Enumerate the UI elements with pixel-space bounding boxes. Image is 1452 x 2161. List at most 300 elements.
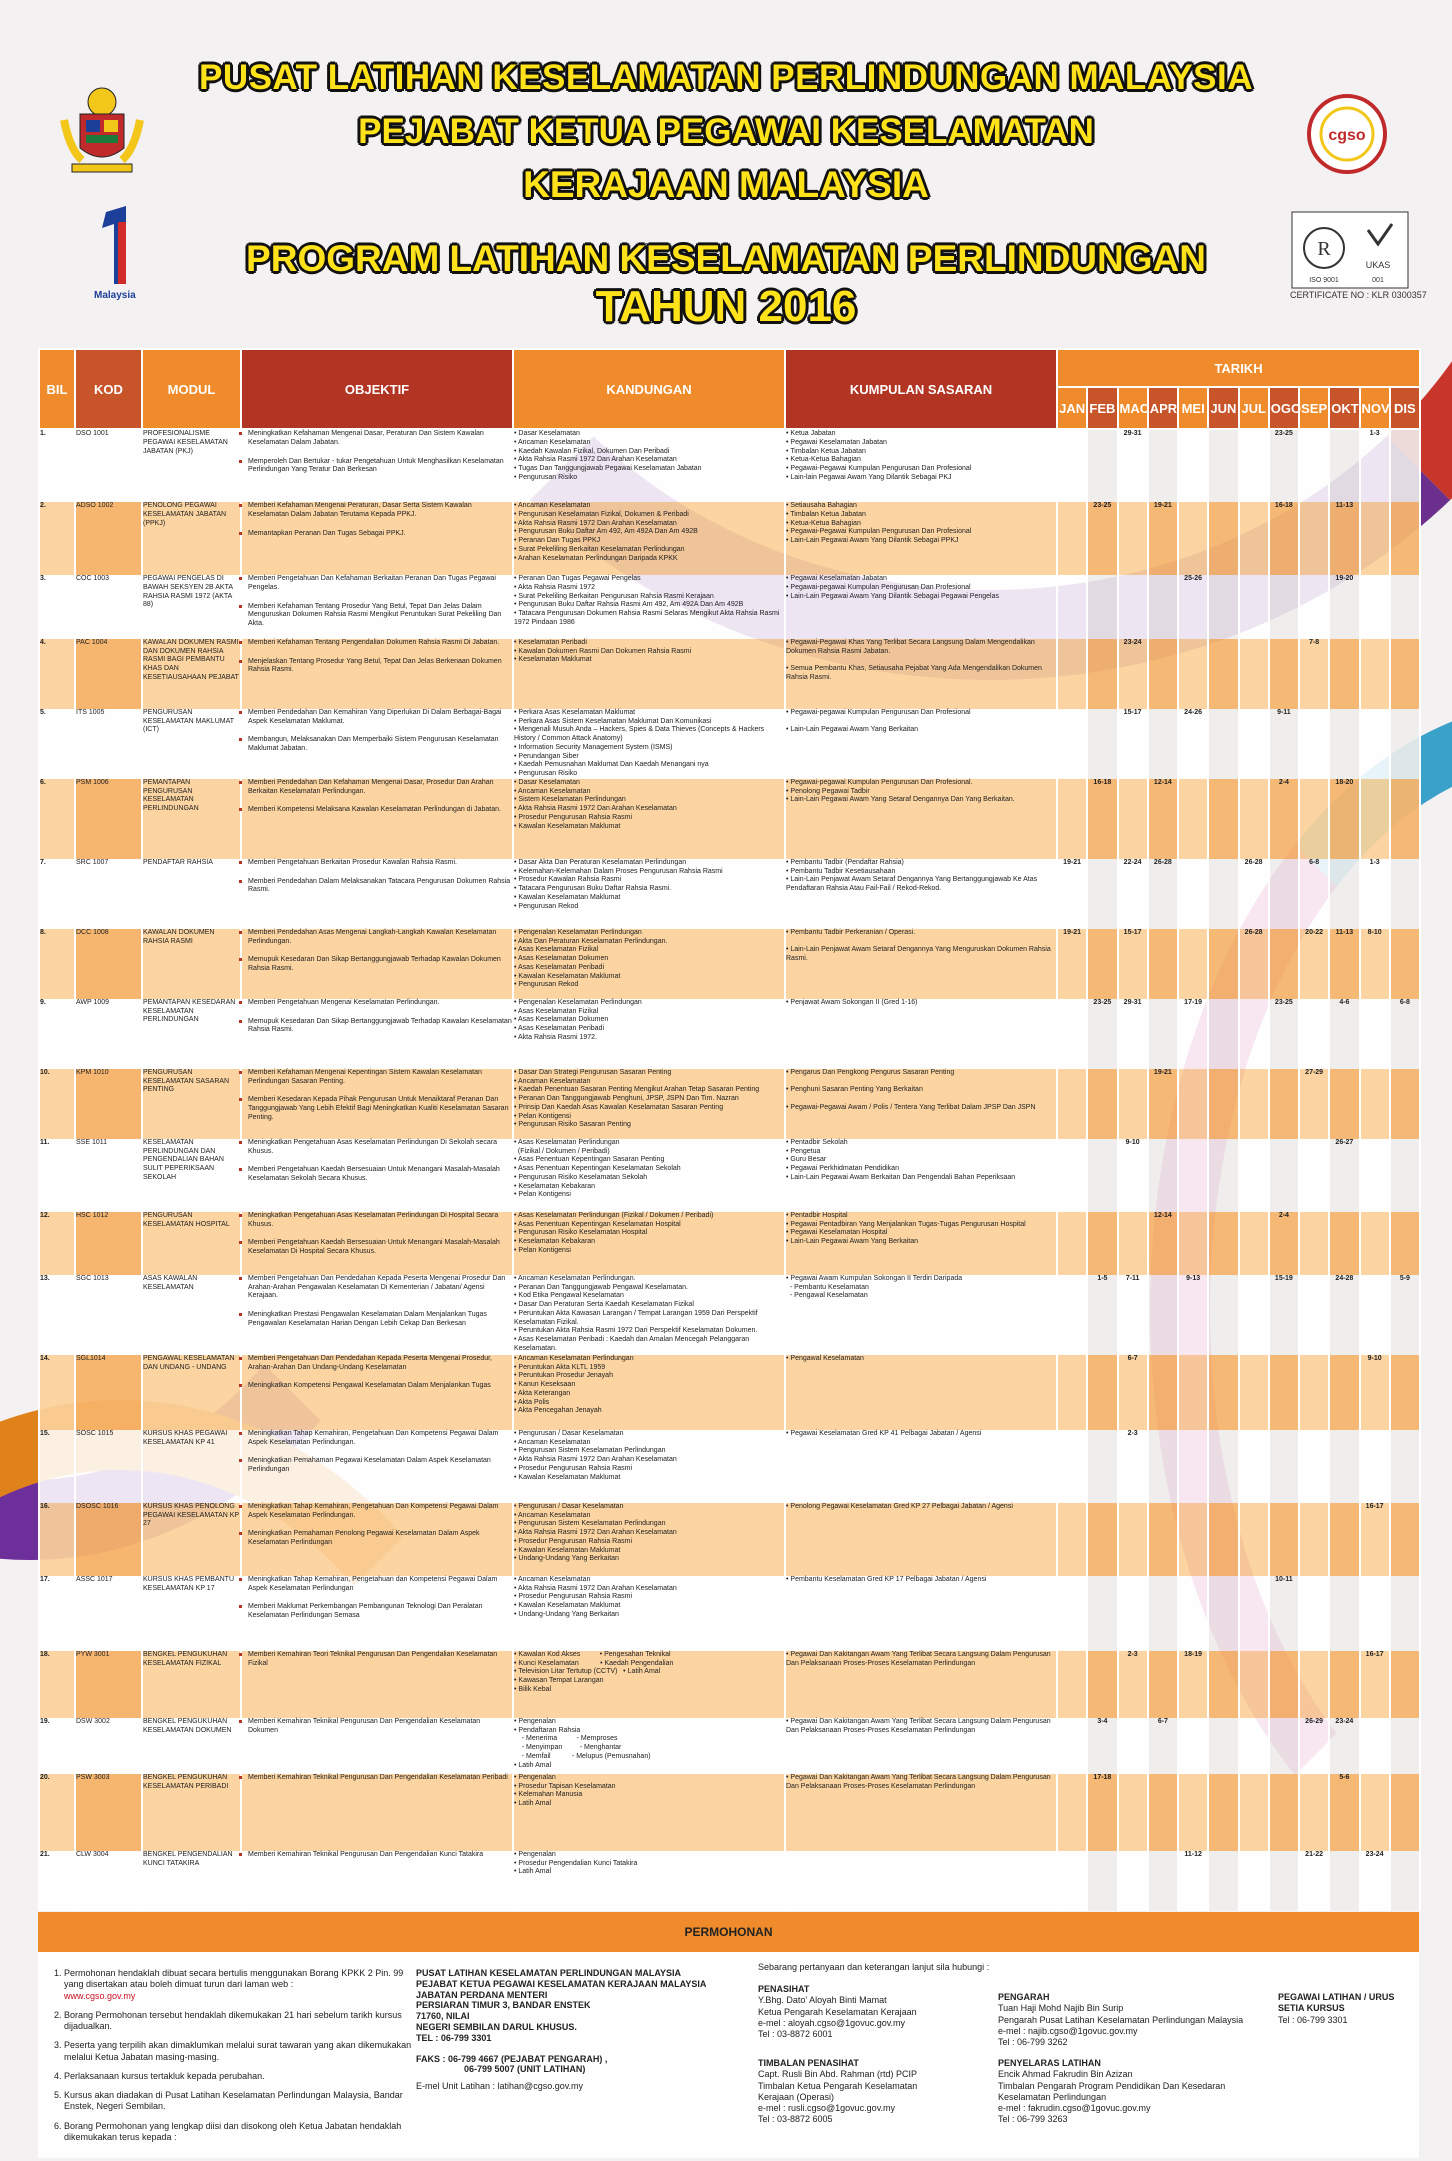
1malaysia-logo (88, 202, 148, 302)
course-code: CLW 3004 (75, 1851, 142, 1911)
date-cell-mei: 24-26 (1178, 709, 1208, 779)
course-number: 11. (39, 1139, 75, 1212)
mailing-address (416, 1968, 736, 2092)
date-cell-apr (1148, 1774, 1178, 1851)
month-header-apr: APR (1148, 387, 1178, 429)
course-content (513, 859, 785, 929)
target-text: • Pegawai Awam Kumpulan Sokongan II Terdiri Daripada - Pembantu Keselamatan - Pengawal Keselamatan (786, 1274, 963, 1300)
course-code: SOSC 1015 (75, 1430, 142, 1503)
date-cell-sep (1299, 999, 1329, 1069)
date-cell-nov (1360, 1576, 1390, 1651)
date-cell-mei (1178, 1774, 1208, 1851)
course-objectives (241, 709, 513, 779)
svg-text:UKAS: UKAS (1365, 260, 1391, 270)
course-module: PEGAWAI PENGELAS DI BAWAH SEKSYEN 2B AKTA RAHSIA RASMI 1972 (AKTA 88) (142, 575, 241, 639)
target-group (785, 1355, 1057, 1430)
month-header-sep: SEP (1299, 387, 1329, 429)
date-cell-nov: 1-3 (1360, 429, 1390, 502)
date-cell-jun (1208, 859, 1238, 929)
address-line: JABATAN PERDANA MENTERI (416, 1989, 548, 2000)
date-cell-ogo: 2-4 (1269, 779, 1299, 859)
course-row (39, 1774, 1420, 1851)
month-header-dis: DIS (1390, 387, 1420, 429)
contact-timbalan-penasihat (758, 2058, 978, 2126)
date-cell-jan (1057, 1275, 1087, 1355)
date-cell-okt: 24-28 (1329, 1275, 1359, 1355)
date-cell-jun (1208, 1774, 1238, 1851)
header-sasaran: KUMPULAN SASARAN (785, 349, 1057, 429)
course-module: BENGKEL PENGUKUHAN KESELAMATAN PERIBADI (142, 1774, 241, 1851)
course-module: BENGKEL PENGENDALIAN KUNCI TATAKIRA (142, 1851, 241, 1911)
target-group (785, 1430, 1057, 1503)
objective-item: Meningkatkan Pemahaman Pegawai Keselamatan Dalam Aspek Keselamatan Perlindungan (242, 1457, 512, 1475)
date-cell-feb (1087, 1355, 1117, 1430)
course-content (513, 1651, 785, 1718)
permohonan-title: PERMOHONAN (38, 1912, 1419, 1952)
date-cell-ogo (1269, 1851, 1299, 1911)
date-cell-nov (1360, 1774, 1390, 1851)
content-text: • Peranan Dan Tugas Pegawai Pengelas • Akta Rahsia Rasmi 1972 • Surat Pekeliling Berkaitan Pengurusan Rahsia Rasmi Kerajaan • Pengurusan Buku Daftar Rahsia Rasmi Am 492, Am 492A Dan Am 492B • Tatacara Pengurusan Dokumen Rahsia Rasmi Selaras Mengikut Akta Rahsia Rasmi 1972 Pindaan 1986 (514, 575, 780, 626)
date-cell-okt: 18-20 (1329, 779, 1359, 859)
course-objectives (241, 1718, 513, 1774)
date-cell-nov (1360, 709, 1390, 779)
objective-item: Memupuk Kesedaran Dan Sikap Bertanggungjawab Terhadap Kawalan Dokumen Rahsia Rasmi. (242, 956, 512, 974)
target-text: • Ketua Jabatan • Pegawai Keselamatan Jabatan • Timbalan Ketua Jabatan • Ketua-Ketua Bahagian • Pegawai-Pegawai Kumpulan Pengurusan Dan Profesional • Lain-lain Pegawai Awam Yang Dilantik Sebagai PKJ (786, 430, 972, 481)
date-cell-dis (1390, 1851, 1420, 1911)
page-title-line1: PUSAT LATIHAN KESELAMATAN PERLINDUNGAN MALAYSIA (198, 58, 1254, 97)
date-cell-dis (1390, 1718, 1420, 1774)
objective-item: Meningkatkan Kompetensi Pengawal Keselamatan Dalam Menjalankan Tugas (242, 1382, 512, 1391)
date-cell-ogo (1269, 575, 1299, 639)
course-row (39, 859, 1420, 929)
date-cell-dis (1390, 1069, 1420, 1139)
course-objectives (241, 1651, 513, 1718)
spacer (416, 2044, 736, 2054)
course-row (39, 1576, 1420, 1651)
contact-line: Timbalan Pengarah Program Pendidikan Dan Kesedaran (998, 2080, 1226, 2091)
permohonan-item-text: Borang Permohonan tersebut hendaklah dikemukakan 21 hari sebelum tarikh kursus dijadualkan. (64, 2009, 402, 2031)
course-row (39, 1651, 1420, 1718)
date-cell-sep: 20-22 (1299, 929, 1329, 999)
date-cell-jun (1208, 502, 1238, 575)
website-link[interactable]: www.cgso.gov.my (64, 1990, 136, 2001)
date-cell-feb (1087, 1069, 1117, 1139)
contact-pengarah (998, 1992, 1248, 2048)
contact-line: Tel : 06-799 3301 (1278, 2014, 1348, 2025)
target-group (785, 575, 1057, 639)
course-objectives (241, 1139, 513, 1212)
date-cell-apr (1148, 1651, 1178, 1718)
date-cell-okt: 5-6 (1329, 1774, 1359, 1851)
date-cell-sep (1299, 1576, 1329, 1651)
course-number: 20. (39, 1774, 75, 1851)
date-cell-ogo (1269, 1430, 1299, 1503)
target-text: • Penjawat Awam Sokongan II (Gred 1-16) (786, 998, 918, 1006)
header-kandungan: KANDUNGAN (513, 349, 785, 429)
date-cell-mei (1178, 1355, 1208, 1430)
course-row (39, 1212, 1420, 1275)
date-cell-feb (1087, 929, 1117, 999)
objective-item: Memberi Kefahaman Tentang Prosedur Yang Betul, Tepat Dan Jelas Dalam Menguruskan Dokumen Rahsia Rasmi Mengikut Peruntukan Surat Pekeliling Dan Akta. (242, 603, 512, 629)
objective-item: Memberi Pengetahuan Kaedah Bersesuaian Untuk Menangani Masalah-Masalah Keselamatan Sekolah Secara Khusus. (242, 1166, 512, 1184)
date-cell-ogo (1269, 1355, 1299, 1430)
date-cell-jan (1057, 502, 1087, 575)
date-cell-dis (1390, 429, 1420, 502)
date-cell-mei: 11-12 (1178, 1851, 1208, 1911)
date-cell-jan (1057, 1651, 1087, 1718)
date-cell-jul: 26-28 (1239, 859, 1269, 929)
enquiry-note: Sebarang pertanyaan dan keterangan lanjut sila hubungi : (758, 1962, 990, 1972)
date-cell-feb (1087, 429, 1117, 502)
course-row (39, 709, 1420, 779)
course-number: 6. (39, 779, 75, 859)
month-header-mac: MAC (1118, 387, 1148, 429)
date-cell-ogo (1269, 639, 1299, 709)
date-cell-dis: 5-9 (1390, 1275, 1420, 1355)
header-objektif: OBJEKTIF (241, 349, 513, 429)
address-line: TEL : 06-799 3301 (416, 2032, 492, 2043)
date-cell-sep: 26-29 (1299, 1718, 1329, 1774)
target-text: • Pembantu Tadbir (Pendaftar Rahsia) • Pembantu Tadbir Kesetiausahaan • Lain-Lain Penjawat Awam Setaraf Dengannya Yang Bertanggungjawab Ke Atas Pendaftaran Rahsia Atau Fail-Fail / Rekod-Rekod. (786, 858, 1038, 892)
date-cell-jun (1208, 1069, 1238, 1139)
month-header-ogo: OGO (1269, 387, 1299, 429)
date-cell-dis (1390, 709, 1420, 779)
course-objectives (241, 1212, 513, 1275)
date-cell-apr: 12-14 (1148, 1212, 1178, 1275)
date-cell-mac (1118, 1851, 1148, 1911)
course-code: PSW 3003 (75, 1774, 142, 1851)
course-code: SGC 1013 (75, 1275, 142, 1355)
date-cell-jul (1239, 1355, 1269, 1430)
content-text: • Asas Keselamatan Perlindungan (Fizikal / Dokumen / Peribadi) • Asas Penentuan Kepentingan Sasaran Penting • Asas Penentuan Kepentingan Keselamatan Sekolah • Pengurusan Risiko Keselamatan Sekolah • Keselamatan Kebakaran • Pelan Kontigensi (514, 1138, 681, 1199)
date-cell-mac: 6-7 (1118, 1355, 1148, 1430)
course-row (39, 1139, 1420, 1212)
objective-item: Meningkatkan Prestasi Pengawalan Keselamatan Dalam Menjalankan Tugas Pengawalan Keselamatan Harian Dengan Lebih Cekap Dan Berkesan (242, 1311, 512, 1329)
date-cell-feb (1087, 1212, 1117, 1275)
date-cell-mei (1178, 639, 1208, 709)
date-cell-jan (1057, 1576, 1087, 1651)
target-text: • Pegawai-pegawai Kumpulan Pengurusan Dan Profesional • Lain-Lain Pegawai Awam Yang Berkaitan (786, 708, 971, 734)
date-cell-jun (1208, 929, 1238, 999)
contact-line: Y.Bhg. Dato' Aloyah Binti Mamat (758, 1995, 887, 2006)
date-cell-nov (1360, 502, 1390, 575)
date-cell-jan (1057, 1718, 1087, 1774)
objective-item: Membangun, Melaksanakan Dan Memperbaiki Sistem Pengurusan Keselamatan Maklumat Jabatan. (242, 736, 512, 754)
course-module: KURSUS KHAS PEMBANTU KESELAMATAN KP 17 (142, 1576, 241, 1651)
course-number: 13. (39, 1275, 75, 1355)
contact-role: PENYELARAS LATIHAN (998, 2058, 1101, 2068)
date-cell-jun (1208, 1430, 1238, 1503)
course-row (39, 1069, 1420, 1139)
course-objectives (241, 502, 513, 575)
course-objectives (241, 1430, 513, 1503)
svg-text:R: R (1317, 238, 1331, 260)
course-module: KAWALAN DOKUMEN RASMI DAN DOKUMEN RAHSIA RASMI BAGI PEMBANTU KHAS DAN KESETIAUSAHAAN PEJABAT (142, 639, 241, 709)
date-cell-jul (1239, 1139, 1269, 1212)
date-cell-okt (1329, 1503, 1359, 1576)
date-cell-sep (1299, 1355, 1329, 1430)
date-cell-jul (1239, 575, 1269, 639)
fax-line: 06-799 5007 (UNIT LATIHAN) (464, 2064, 586, 2075)
date-cell-sep (1299, 1275, 1329, 1355)
date-cell-nov: 9-10 (1360, 1355, 1390, 1430)
course-module: PENGURUSAN KESELAMATAN MAKLUMAT (ICT) (142, 709, 241, 779)
course-number: 4. (39, 639, 75, 709)
date-cell-apr (1148, 575, 1178, 639)
contact-line: Capt. Rusli Bin Abd. Rahman (rtd) PCIP (758, 2069, 918, 2080)
date-cell-jun (1208, 779, 1238, 859)
course-content (513, 575, 785, 639)
target-group (785, 429, 1057, 502)
course-module: KAWALAN DOKUMEN RAHSIA RASMI (142, 929, 241, 999)
target-group (785, 1718, 1057, 1774)
date-cell-ogo (1269, 1503, 1299, 1576)
page-title-line2: PEJABAT KETUA PEGAWAI KESELAMATAN (358, 112, 1094, 151)
course-number: 12. (39, 1212, 75, 1275)
course-content (513, 1430, 785, 1503)
course-code: PSM 1006 (75, 779, 142, 859)
course-row (39, 779, 1420, 859)
date-cell-okt (1329, 1430, 1359, 1503)
date-cell-okt (1329, 639, 1359, 709)
date-cell-nov (1360, 1718, 1390, 1774)
date-cell-apr (1148, 1430, 1178, 1503)
course-content (513, 1718, 785, 1774)
content-text: • Pengurusan / Dasar Keselamatan • Ancaman Keselamatan • Pengurusan Sistem Keselamatan Perlindungan • Akta Rahsia Rasmi 1972 Dan Arahan Keselamatan • Prosedur Pengurusan Rahsia Rasmi • Kawalan Keselamatan Maklumat (514, 1429, 677, 1481)
contact-line[interactable]: e-mel : rusli.cgso@1govuc.gov.my (758, 2103, 896, 2113)
address-line: 71760, NILAI (416, 2011, 470, 2022)
objective-item: Memberi Pendedahan Dan Kefahaman Mengenai Dasar, Prosedur Dan Arahan Berkaitan Keselamatan Perlindungan. (242, 779, 512, 797)
iso-certification-logo (1290, 210, 1410, 300)
target-group (785, 502, 1057, 575)
date-cell-nov: 16-17 (1360, 1651, 1390, 1718)
date-cell-apr (1148, 1139, 1178, 1212)
target-group (785, 859, 1057, 929)
date-cell-jul (1239, 1851, 1269, 1911)
date-cell-mac (1118, 1576, 1148, 1651)
course-content (513, 1503, 785, 1576)
objective-item: Memberi Pengetahuan Dan Kefahaman Berkaitan Peranan Dan Tugas Pegawai Pengelas. (242, 575, 512, 593)
date-cell-apr: 26-28 (1148, 859, 1178, 929)
date-cell-ogo: 16-18 (1269, 502, 1299, 575)
date-cell-feb: 1-5 (1087, 1275, 1117, 1355)
objective-item: Memberi Kemahiran Teori Teknikal Pengurusan Dan Pengendalian Keselamatan Fizikal (242, 1651, 512, 1669)
page-title-line3: KERAJAAN MALAYSIA (523, 164, 929, 205)
target-group (785, 1212, 1057, 1275)
course-objectives (241, 1503, 513, 1576)
date-cell-nov (1360, 1139, 1390, 1212)
course-objectives (241, 1576, 513, 1651)
course-content (513, 779, 785, 859)
date-cell-jun (1208, 1503, 1238, 1576)
course-row (39, 1430, 1420, 1503)
date-cell-ogo (1269, 929, 1299, 999)
date-cell-feb (1087, 859, 1117, 929)
permohonan-panel (38, 1912, 1419, 2158)
course-number: 3. (39, 575, 75, 639)
contact-line: Kerajaan (Operasi) (758, 2091, 835, 2102)
content-text: • Ancaman Keselamatan Perlindungan. • Peranan Dan Tanggungjawab Pengawal Keselamatan. • Kod Etika Pengawal Keselamatan • Dasar Dan Peraturan Serta Kaedah Keselamatan Fizikal • Peruntukan Akta Kawasan Larangan / Tempat Larangan 1959 Dari Perspektif Keselamatan Fizikal. • Peruntukan Akta Rahsia Rasmi 1972 Dari Perspektif Keselamatan Dokumen. • Asas Keselamatan Peribadi : Kaedah dan Amalan Mencegah Pelanggaran Keselamatan. (514, 1274, 758, 1352)
date-cell-jan (1057, 429, 1087, 502)
date-cell-mac (1118, 1503, 1148, 1576)
objective-item: Meningkatkan Tahap Kemahiran, Pengetahuan dan Kompetensi Pegawai Dalam Aspek Keselamatan Perlindungan (242, 1576, 512, 1594)
course-number: 2. (39, 502, 75, 575)
date-cell-ogo: 23-25 (1269, 429, 1299, 502)
date-cell-jul (1239, 1576, 1269, 1651)
course-row (39, 929, 1420, 999)
course-objectives (241, 575, 513, 639)
objective-item: Memperoleh Dan Bertukar - tukar Pengetahuan Untuk Menghasilkan Keselamatan Perlindungan Yang Teratur Dan Berkesan (242, 458, 512, 476)
course-content (513, 502, 785, 575)
date-cell-mac (1118, 575, 1148, 639)
date-cell-sep (1299, 1430, 1329, 1503)
course-number: 5. (39, 709, 75, 779)
contact-line[interactable]: e-mel : aloyah.cgso@1govuc.gov.my (758, 2017, 906, 2028)
svg-text:Malaysia: Malaysia (94, 290, 136, 301)
course-code: SSE 1011 (75, 1139, 142, 1212)
permohonan-item (64, 1968, 414, 2002)
month-header-feb: FEB (1087, 387, 1117, 429)
date-cell-nov (1360, 779, 1390, 859)
target-group (785, 1503, 1057, 1576)
address-line: PEJABAT KETUA PEGAWAI KESELAMATAN KERAJAAN MALAYSIA (416, 1978, 707, 1989)
date-cell-mei: 25-26 (1178, 575, 1208, 639)
date-cell-feb: 16-18 (1087, 779, 1117, 859)
target-text: • Penolong Pegawai Keselamatan Gred KP 27 Pelbagai Jabatan / Agensi (786, 1502, 1013, 1510)
target-group (785, 1139, 1057, 1212)
objective-item: Menjelaskan Tentang Prosedur Yang Betul, Tepat Dan Jelas Berkenaan Dokumen Rahsia Rasmi. (242, 658, 512, 676)
date-cell-jun (1208, 1212, 1238, 1275)
date-cell-jan (1057, 1212, 1087, 1275)
date-cell-mac: 9-10 (1118, 1139, 1148, 1212)
date-cell-mac (1118, 502, 1148, 575)
permohonan-item (64, 2071, 414, 2082)
objective-item: Memberi Kefahaman Mengenai Peraturan, Dasar Serta Sistem Kawalan Keselamatan Dalam Jabatan Terutama Kepada PPKJ. (242, 502, 512, 520)
target-text: • Pegawai Dan Kakitangan Awam Yang Terlibat Secara Langsung Dalam Pengurusan Dan Pelaksanaan Proses-Proses Keselamatan Perlindungan (786, 1773, 1053, 1790)
course-number: 14. (39, 1355, 75, 1430)
course-number: 17. (39, 1576, 75, 1651)
date-cell-ogo (1269, 1718, 1299, 1774)
date-cell-nov: 23-24 (1360, 1851, 1390, 1911)
contact-line: Encik Ahmad Fakrudin Bin Azizan (998, 2069, 1133, 2080)
date-cell-jul (1239, 639, 1269, 709)
objective-item: Memberi Pendedahan Dalam Melaksanakan Tatacara Pengurusan Dokumen Rahsia Rasmi. (242, 878, 512, 896)
date-cell-sep (1299, 429, 1329, 502)
certificate-number: CERTIFICATE NO : KLR 0300357 (1290, 290, 1427, 300)
date-cell-dis (1390, 1774, 1420, 1851)
date-cell-mac: 22-24 (1118, 859, 1148, 929)
content-text: • Ancaman Keselamatan • Pengurusan Keselamatan Fizikal, Dokumen & Peribadi • Akta Rahsia Rasmi 1972 Dan Arahan Keselamatan • Pengurusan Buku Daftar Am 492, Am 492A Dan Am 492B • Peranan Dan Tugas PPKJ • Surat Pekeliling Berkaitan Keselamatan Perlindungan • Arahan Keselamatan Perlindungan Daripada KPKK (514, 502, 698, 562)
date-cell-jul (1239, 1774, 1269, 1851)
course-module: BENGKEL PENGUKUHAN KESELAMATAN FIZIKAL (142, 1651, 241, 1718)
date-cell-jul (1239, 429, 1269, 502)
date-cell-mei (1178, 1430, 1208, 1503)
date-cell-mei (1178, 1212, 1208, 1275)
objective-item: Meningkatkan Pemahaman Penolong Pegawai Keselamatan Dalam Aspek Keselamatan Perlindungan (242, 1530, 512, 1548)
date-cell-nov (1360, 1430, 1390, 1503)
training-schedule-table (38, 348, 1419, 1911)
objective-item: Memberi Pengetahuan Dan Pendedahan Kepada Peserta Mengenai Prosedur Dan Arahan-Arahan Pengawalan Keselamatan Di Kementerian / Jabatan/ Agensi Kerajaan. (242, 1275, 512, 1301)
date-cell-apr: 12-14 (1148, 779, 1178, 859)
month-header-okt: OKT (1329, 387, 1359, 429)
date-cell-jun (1208, 639, 1238, 709)
content-text: • Dasar Akta Dan Peraturan Keselamatan Perlindungan • Kelemahan-Kelemahan Dalam Proses Pengurusan Rahsia Rasmi • Prosedur Kawalan Rahsia Rasmi • Tatacara Pengurusan Buku Daftar Rahsia Rasmi. • Kawalan Keselamatan Maklumat • Pengurusan Rekod (514, 858, 723, 910)
course-row (39, 502, 1420, 575)
course-objectives (241, 639, 513, 709)
target-group (785, 639, 1057, 709)
course-code: HSC 1012 (75, 1212, 142, 1275)
course-content (513, 1576, 785, 1651)
course-content (513, 639, 785, 709)
date-cell-nov: 1-3 (1360, 859, 1390, 929)
objective-item: Memberi Pengetahuan Berkaitan Prosedur Kawalan Rahsia Rasmi. (242, 859, 512, 868)
course-number: 18. (39, 1651, 75, 1718)
contact-line: Ketua Pengarah Keselamatan Kerajaan (758, 2006, 917, 2017)
date-cell-feb (1087, 1576, 1117, 1651)
course-number: 19. (39, 1718, 75, 1774)
course-module: KURSUS KHAS PEGAWAI KESELAMATAN KP 41 (142, 1430, 241, 1503)
date-cell-apr (1148, 999, 1178, 1069)
date-cell-okt (1329, 709, 1359, 779)
date-cell-dis (1390, 1430, 1420, 1503)
date-cell-jan (1057, 639, 1087, 709)
date-cell-jun (1208, 1576, 1238, 1651)
date-cell-ogo (1269, 1774, 1299, 1851)
date-cell-jan: 19-21 (1057, 929, 1087, 999)
month-header-jun: JUN (1208, 387, 1238, 429)
date-cell-dis (1390, 1212, 1420, 1275)
date-cell-apr (1148, 1503, 1178, 1576)
date-cell-dis (1390, 1503, 1420, 1576)
course-number: 21. (39, 1851, 75, 1911)
date-cell-jun (1208, 1139, 1238, 1212)
month-header-jul: JUL (1239, 387, 1269, 429)
objective-item: Memberi Kesedaran Kepada Pihak Pengurusan Untuk Menaiktaraf Peranan Dan Tanggungjawab Yang Lebih Efektif Bagi Meningkatkan Kualiti Keselamatan Sasaran Penting. (242, 1096, 512, 1122)
date-cell-ogo (1269, 1651, 1299, 1718)
objective-item: Meningkatkan Tahap Kemahiran, Pengetahuan Dan Kompetensi Pegawai Dalam Aspek Keselamatan Perlindungan. (242, 1430, 512, 1448)
content-text: • Pengenalan Keselamatan Perlindungan • Asas Keselamatan Fizikal • Asas Keselamatan Dokumen • Asas Keselamatan Peribadi • Akta Rahsia Rasmi 1972. (514, 998, 642, 1041)
date-cell-mac (1118, 1212, 1148, 1275)
course-row (39, 1718, 1420, 1774)
date-cell-sep (1299, 575, 1329, 639)
date-cell-apr (1148, 929, 1178, 999)
date-cell-jun (1208, 429, 1238, 502)
date-cell-sep (1299, 709, 1329, 779)
date-cell-feb (1087, 1503, 1117, 1576)
contact-line[interactable]: e-mel : najib.cgso@1govuc.gov.my (998, 2025, 1138, 2036)
date-cell-jan (1057, 709, 1087, 779)
objective-item: Memberi Kefahaman Mengenai Kepentingan Sistem Kawalan Keselamatan Perlindungan Sasaran Penting. (242, 1069, 512, 1087)
contact-line[interactable]: e-mel : fakrudin.cgso@1govuc.gov.my (998, 2103, 1151, 2113)
contact-line: Tel : 03-8872 6001 (758, 2029, 833, 2039)
target-text: • Pengawal Keselamatan (786, 1354, 864, 1362)
course-number: 7. (39, 859, 75, 929)
date-cell-okt (1329, 1851, 1359, 1911)
course-code: ASSC 1017 (75, 1576, 142, 1651)
course-code: SRC 1007 (75, 859, 142, 929)
course-objectives (241, 929, 513, 999)
course-content (513, 1355, 785, 1430)
permohonan-item-text: Perlaksanaan kursus tertakluk kepada perubahan. (64, 2070, 265, 2081)
course-number: 1. (39, 429, 75, 502)
objective-item: Memberi Pengetahuan Kaedah Bersesuaian Untuk Menangani Masalah-Masalah Keselamatan Di Hospital Secara Khusus. (242, 1239, 512, 1257)
date-cell-mac (1118, 779, 1148, 859)
date-cell-okt: 11-13 (1329, 929, 1359, 999)
unit-email[interactable]: E-mel Unit Latihan : latihan@cgso.gov.my (416, 2081, 584, 2092)
date-cell-sep: 7-8 (1299, 639, 1329, 709)
permohonan-item (64, 2010, 414, 2033)
date-cell-mei: 17-19 (1178, 999, 1208, 1069)
